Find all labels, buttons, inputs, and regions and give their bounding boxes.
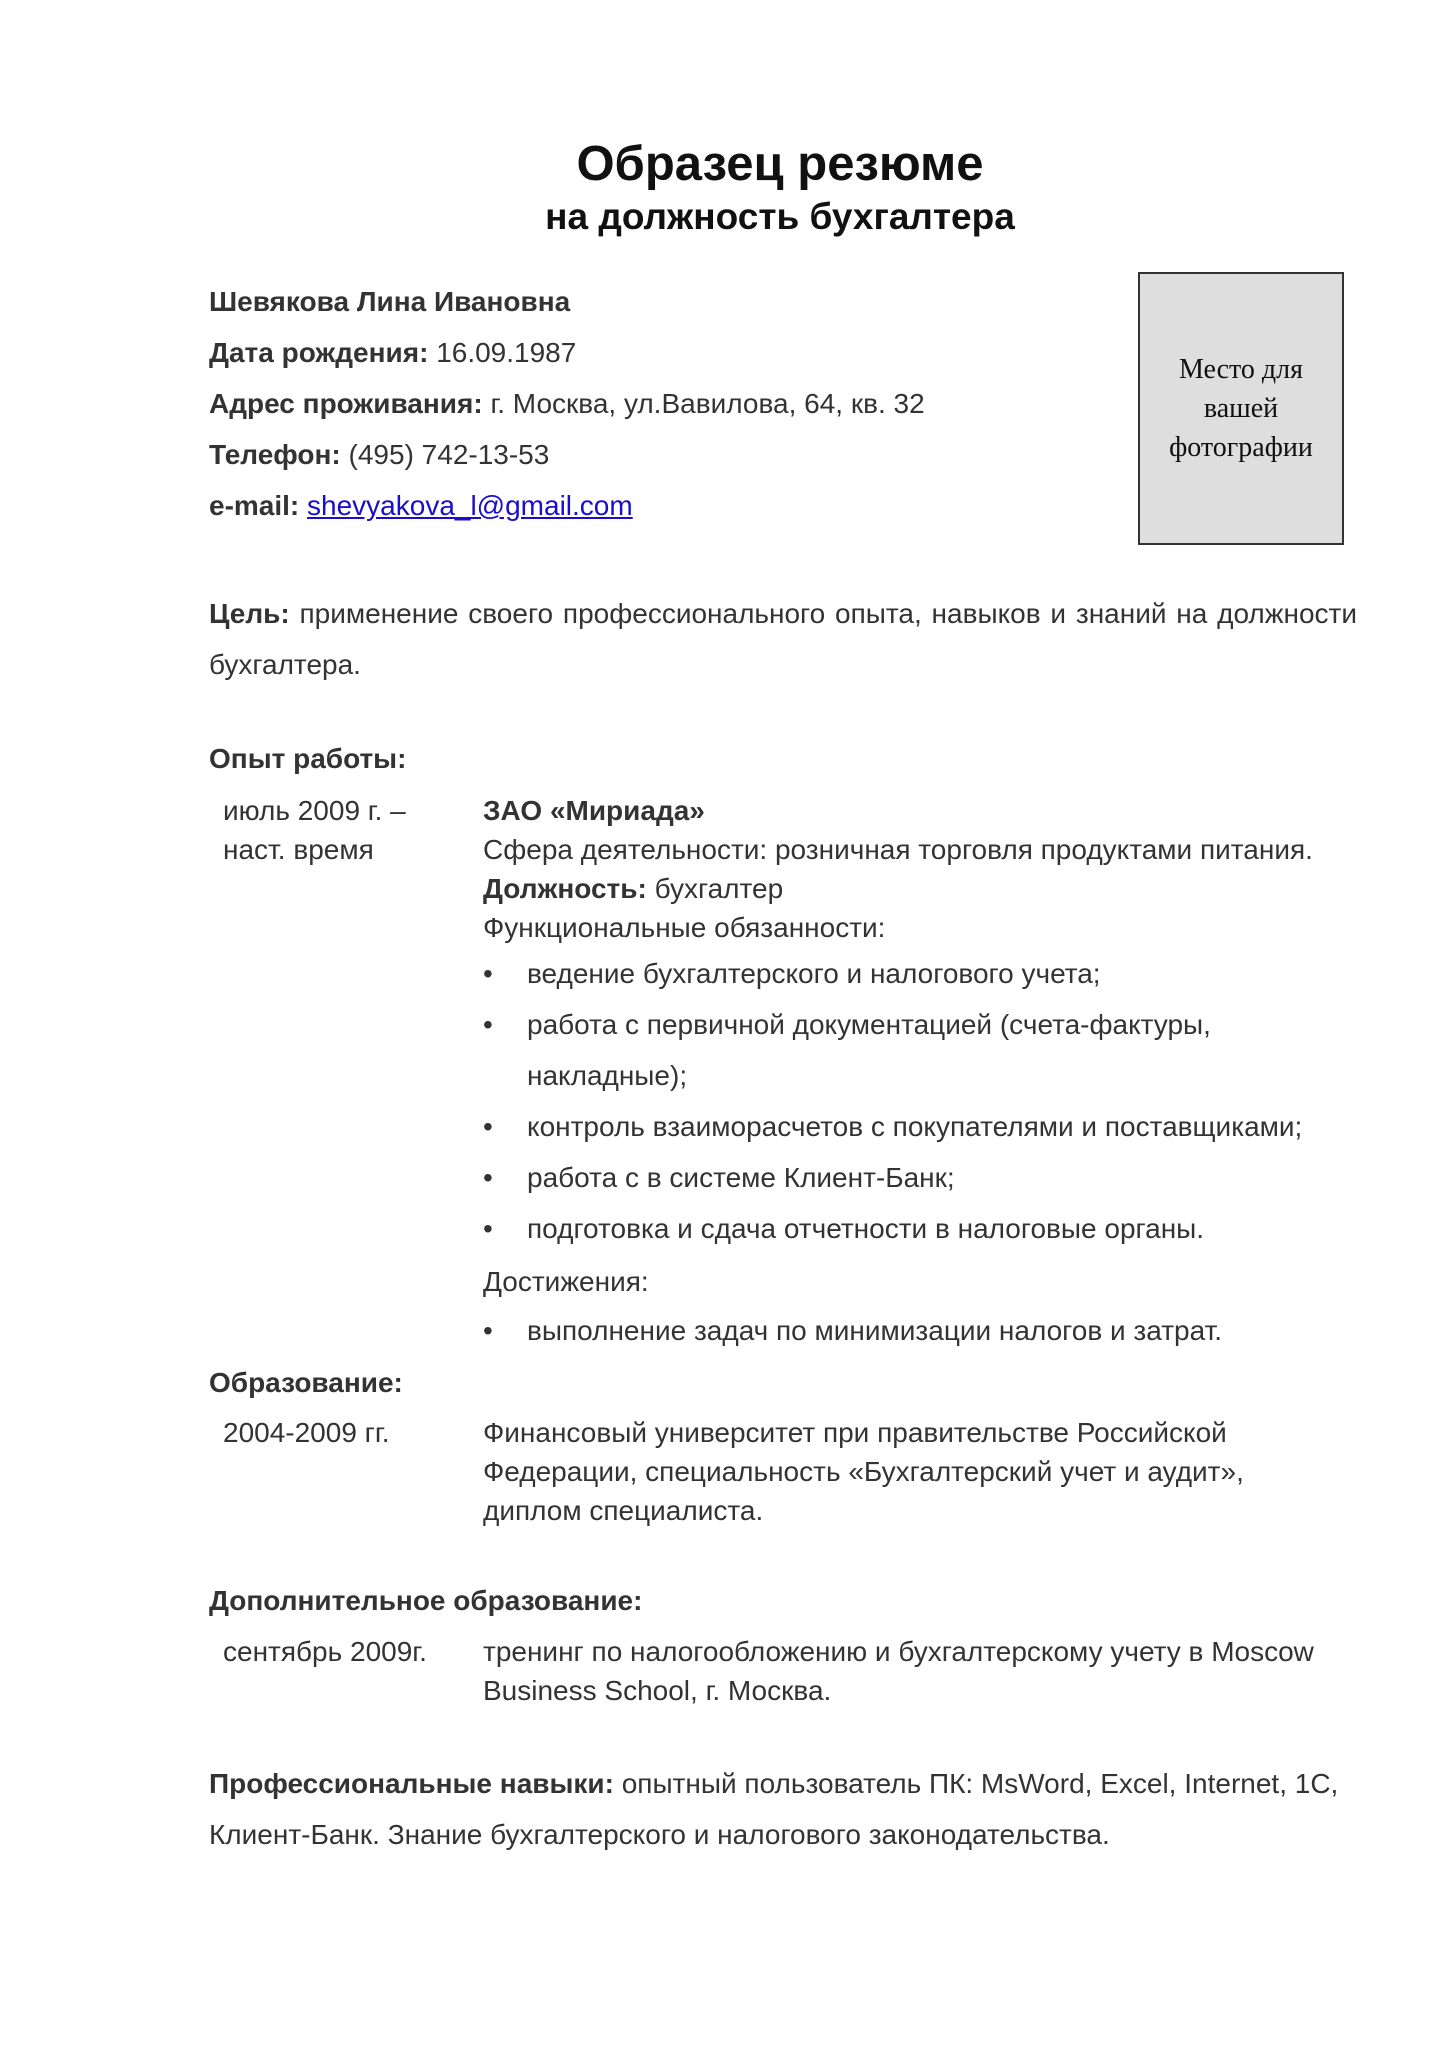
education-line: Федерации, специальность «Бухгалтерский учет и аудит»,	[483, 1456, 1244, 1487]
bullet-marker: •	[483, 1111, 493, 1142]
skills-text: опытный пользователь ПК: MsWord, Excel, Internet, 1С, Клиент-Банк. Знание бухгалтерского и налогового законодательства.	[209, 1768, 1339, 1850]
experience-period-end: наст. время	[223, 834, 374, 865]
additional-education-period: сентябрь 2009г.	[223, 1636, 427, 1667]
additional-education-heading: Дополнительное образование:	[209, 1585, 643, 1616]
address-label: Адрес проживания:	[209, 388, 483, 419]
company-name: ЗАО «Мириада»	[483, 795, 705, 826]
company-sphere: Сфера деятельности: розничная торговля продуктами питания.	[483, 834, 1313, 865]
duty-item: работа с в системе Клиент-Банк;	[527, 1162, 955, 1193]
education-period: 2004-2009 гг.	[223, 1417, 390, 1448]
document-subtitle: на должность бухгалтера	[545, 196, 1015, 237]
phone-value: (495) 742-13-53	[348, 439, 550, 470]
skills-paragraph	[209, 1758, 1357, 1860]
phone-row	[209, 438, 549, 472]
additional-education-line: Business School, г. Москва.	[483, 1675, 832, 1706]
photo-placeholder	[1138, 272, 1344, 545]
duty-item: подготовка и сдача отчетности в налоговые органы.	[527, 1213, 1205, 1244]
goal-paragraph	[209, 588, 1357, 690]
duty-item: ведение бухгалтерского и налогового учета;	[527, 958, 1101, 989]
address-row	[209, 387, 925, 421]
full-name: Шевякова Лина Ивановна	[209, 286, 571, 317]
birth-date-label: Дата рождения:	[209, 337, 429, 368]
address-value: г. Москва, ул.Вавилова, 64, кв. 32	[490, 388, 925, 419]
education-heading: Образование:	[209, 1367, 403, 1398]
experience-period-start: июль 2009 г. –	[223, 795, 406, 826]
bullet-marker: •	[483, 1009, 493, 1040]
bullet-marker: •	[483, 958, 493, 989]
bullet-marker: •	[483, 1162, 493, 1193]
phone-label: Телефон:	[209, 439, 341, 470]
education-line: диплом специалиста.	[483, 1495, 764, 1526]
document-title: Образец резюме	[576, 137, 984, 191]
duties-label: Функциональные обязанности:	[483, 912, 886, 943]
duty-item: работа с первичной документацией (счета-фактуры,	[527, 1009, 1211, 1040]
achievements-label: Достижения:	[483, 1266, 649, 1297]
photo-placeholder-text: Место для вашей фотографии	[1169, 354, 1313, 463]
additional-education-line: тренинг по налогообложению и бухгалтерскому учету в Moscow	[483, 1636, 1314, 1667]
bullet-marker: •	[483, 1213, 493, 1244]
birth-date-value: 16.09.1987	[436, 337, 577, 368]
email-link[interactable]: shevyakova_l@gmail.com	[307, 490, 633, 521]
duty-item-continuation: накладные);	[527, 1060, 688, 1091]
position-row	[483, 869, 783, 908]
position-value: бухгалтер	[654, 873, 784, 904]
position-label: Должность:	[483, 873, 647, 904]
achievement-item: выполнение задач по минимизации налогов и затрат.	[527, 1315, 1223, 1346]
education-line: Финансовый университет при правительстве Российской	[483, 1417, 1227, 1448]
bullet-marker: •	[483, 1315, 493, 1346]
goal-label: Цель:	[209, 598, 290, 629]
skills-label: Профессиональные навыки:	[209, 1768, 614, 1799]
experience-heading: Опыт работы:	[209, 743, 407, 774]
birth-date-row	[209, 336, 576, 370]
email-row	[209, 489, 633, 523]
goal-text: применение своего профессионального опыта, навыков и знаний на должности бухгалтера.	[209, 598, 1357, 680]
duty-item: контроль взаиморасчетов с покупателями и поставщиками;	[527, 1111, 1303, 1142]
email-label: e-mail:	[209, 490, 300, 521]
